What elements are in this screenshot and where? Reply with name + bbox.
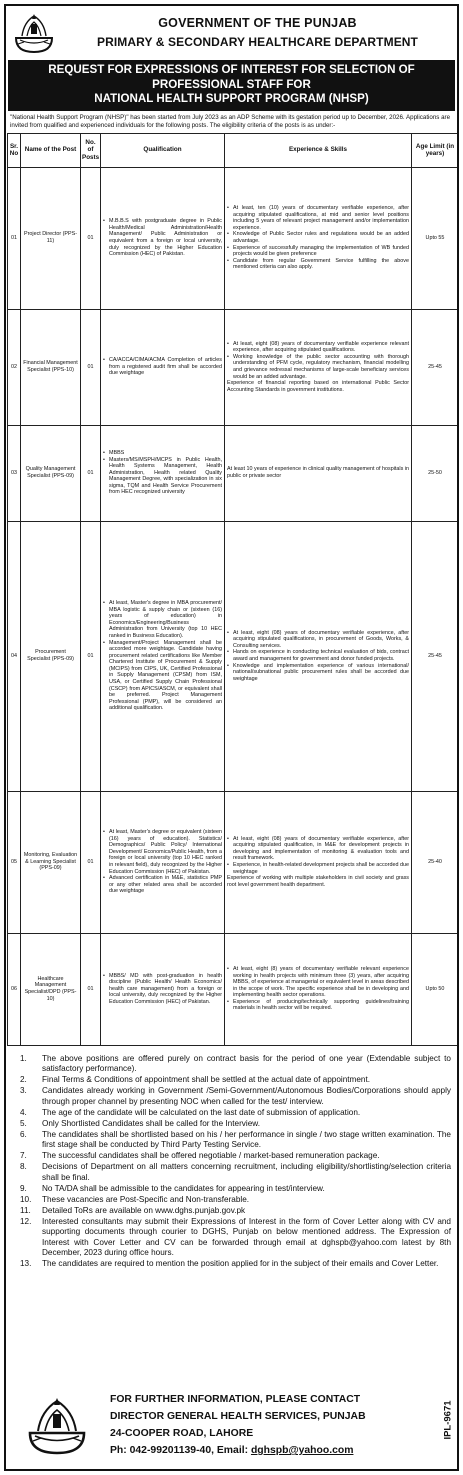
terms-list: [6, 1046, 457, 1271]
cell-post-name: Procurement Specialist (PPS-09): [21, 521, 81, 791]
term-text: The above positions are offered purely on contract basis for the period of one year (Extendable subject to satisfactory performance).: [42, 1053, 451, 1074]
department-title: PRIMARY & SECONDARY HEALTHCARE DEPARTMENT: [96, 35, 418, 49]
term-text: Decisions of Department on all matters concerning recruitment, including eligibility/shortlisting/selection criteria shall be final.: [42, 1162, 451, 1182]
term-number: 2.: [20, 1075, 27, 1085]
term-number: 12.: [20, 1216, 32, 1226]
term-text: The candidates shall be shortlisted based on his / her performance in single / two stage written examination. The first stage shall be conducted by Third Party Testing Service.: [42, 1129, 451, 1150]
list-item: [12, 1195, 451, 1206]
header-age-limit: Age Limit (in years): [412, 133, 459, 167]
qualification-item: • Advanced certification in M&E, statistics PMP or any other related area shall be accorded due weightage: [103, 875, 222, 895]
term-number: 11.: [20, 1205, 31, 1215]
term-number: 10.: [20, 1194, 32, 1204]
cell-post-name: Healthcare Management Specialist/DPD (PPS-10): [21, 933, 81, 1045]
experience-item: • At least, eight (08) years of documentary verifiable experience relevant experience, after acquiring stipulated qualifications.: [227, 341, 409, 354]
experience-item: • At least, ten (10) years of documentary verifiable experience, after acquiring stipulated qualifications, at mid and senior level positions including 5 years of relevant project management and/or implementation experience.: [227, 205, 409, 231]
cell-qualification: [101, 167, 225, 309]
cell-sr: 05: [8, 791, 21, 933]
table-row: [8, 425, 459, 521]
cell-post-name: Monitoring, Evaluation & Learning Specialist (PPS-09): [21, 791, 81, 933]
cell-post-name: Project Director (PPS-11): [21, 167, 81, 309]
term-text: The candidates are required to mention the position applied for in the subject of their emails and Cover Letter.: [42, 1259, 439, 1269]
term-number: 3.: [20, 1086, 27, 1096]
banner-line-3: NATIONAL HEALTH SUPPORT PROGRAM (NHSP): [94, 92, 369, 105]
experience-item: • Knowledge and implementation experience of various international/ national/subnational public procurement rules shall be accorded due weightage: [227, 663, 409, 683]
experience-item: • Working knowledge of the public sector accounting with thorough understanding of PFM cycle, regulatory mechanism, financial modelling and grievance redressal mechanisms of large-scale beneficiary services would be an added advantage.: [227, 354, 409, 380]
list-item: [12, 1184, 451, 1195]
cell-experience: [225, 167, 412, 309]
contact-line-1: FOR FURTHER INFORMATION, PLEASE CONTACT: [110, 1394, 361, 1405]
header-experience: Experience & Skills: [225, 133, 412, 167]
cell-age-limit: Upto 50: [412, 933, 459, 1045]
cell-age-limit: 25-50: [412, 425, 459, 521]
term-number: 1.: [20, 1053, 27, 1063]
list-item: [12, 1162, 451, 1183]
table-row: [8, 167, 459, 309]
punjab-emblem-icon: [12, 10, 56, 54]
term-text: The successful candidates shall be offered negotiable / market-based remuneration package.: [42, 1151, 380, 1161]
term-number: 13.: [20, 1259, 32, 1269]
list-item: [12, 1086, 451, 1107]
cell-experience: [225, 521, 412, 791]
experience-item: • Experience, in health-related development projects shall be accorded due weightage: [227, 862, 409, 875]
cell-age-limit: 25-40: [412, 791, 459, 933]
term-text: Only Shortlisted Candidates shall be called for the Interview.: [42, 1118, 260, 1128]
term-text: These vacancies are Post-Specific and Non-transferable.: [42, 1194, 250, 1204]
cell-qualification: [101, 521, 225, 791]
term-text: The age of the candidate will be calculated on the last date of submission of application.: [42, 1107, 361, 1117]
cell-post-name: Quality Management Specialist (PPS-09): [21, 425, 81, 521]
banner-line-1: REQUEST FOR EXPRESSIONS OF INTEREST FOR SELECTION OF: [48, 63, 415, 76]
list-item: [12, 1130, 451, 1151]
qualification-item: • At least, Master's degree or equivalent (sixteen (16) years of education). Statistics/ Demographics/ Public Policy/ International Development/ Economics/Public Health, from a foreign or local university (top 10 HEC ranked in relevant field), duly recognized by the Higher Education Commission (HEC) of Pakistan.: [103, 829, 222, 875]
cell-qualification: [101, 791, 225, 933]
list-item: [12, 1151, 451, 1162]
list-item: [12, 1259, 451, 1270]
term-number: 5.: [20, 1118, 27, 1128]
qualification-item: • M.B.B.S with postgraduate degree in Public Health/Medical Administration/Health Management/ Public Administration or equivalent from a foreign or local university, duly recognized by the Higher Education Commission (HEC) of Pakistan.: [103, 218, 222, 258]
experience-item: • Experience of successfully managing the implementation of WB funded projects would be given preference: [227, 245, 409, 258]
contact-line-3: 24-COOPER ROAD, LAHORE: [110, 1428, 254, 1439]
qualification-item: • MBBS: [103, 450, 222, 457]
cell-no-of-posts: 01: [81, 521, 101, 791]
list-item: [12, 1119, 451, 1130]
ipl-code-text: IPL-9671: [442, 1400, 454, 1440]
table-header-row: [8, 133, 459, 167]
table-row: [8, 933, 459, 1045]
experience-note: Experience of financial reporting based on international Public Sector Accounting Standards in government institutions.: [227, 380, 409, 393]
cell-experience: [225, 425, 412, 521]
term-number: 4.: [20, 1107, 27, 1117]
contact-line-2: DIRECTOR GENERAL HEALTH SERVICES, PUNJAB: [110, 1411, 366, 1422]
title-banner: [8, 60, 455, 111]
cell-sr: 06: [8, 933, 21, 1045]
table-row: [8, 521, 459, 791]
experience-item: • Candidate from regular Government Service fulfilling the above mentioned criteria can also apply.: [227, 258, 409, 271]
term-number: 7.: [20, 1151, 27, 1161]
punjab-emblem-icon: [26, 1395, 88, 1455]
list-item: [12, 1075, 451, 1086]
table-row: [8, 309, 459, 425]
experience-note: Experience of working with multiple stakeholders in civil society and grass root level government health department.: [227, 875, 409, 888]
term-number: 8.: [20, 1162, 27, 1172]
term-number: 9.: [20, 1183, 27, 1193]
experience-item: • Experience of producing/technically supporting guidelines/training materials in health sector will be required.: [227, 999, 409, 1012]
term-text: Detailed ToRs are available on www.dghs.punjab.gov.pk: [42, 1205, 246, 1215]
list-item: [12, 1108, 451, 1119]
qualification-item: • MBBS/ MD with post-graduation in health discipline (Public Health/ Health Economics/ health care management) from a foreign or local university, duly recognized by the Higher Education Commission (HEC) of Pakistan.: [103, 973, 222, 1006]
cell-no-of-posts: 01: [81, 167, 101, 309]
experience-item: • Hands on experience in conducting technical evaluation of bids, contract award and management for government and donor funded projects.: [227, 649, 409, 662]
cell-qualification: [101, 309, 225, 425]
term-text: Candidates already working in Government /Semi-Government/Autonomous Bodies/Corporations should apply through proper channel by presenting NOC when called for the test/ interview.: [42, 1086, 451, 1106]
cell-post-name: Financial Management Specialist (PPS-10): [21, 309, 81, 425]
header-qualification: Qualification: [101, 133, 225, 167]
cell-age-limit: 25-45: [412, 521, 459, 791]
term-text: Interested consultants may submit their Expressions of Interest in the form of Cover Letter along with CV and supporting documents through courier to DGHS, Punjab on below mentioned address. The Expression of Interest with Cover Letter and CV can be forwarded through email at dghspb@yahoo.com latest by 8th December, 2023 during office hours.: [42, 1216, 451, 1258]
cell-sr: 02: [8, 309, 21, 425]
experience-note: At least 10 years of experience in clinical quality management of hospitals in public or private sector: [227, 466, 409, 479]
header-no-of-posts: No. of Posts: [81, 133, 101, 167]
experience-item: • Knowledge of Public Sector rules and regulations would be an added advantage.: [227, 231, 409, 244]
cell-sr: 04: [8, 521, 21, 791]
term-text: Final Terms & Conditions of appointment shall be settled at the actual date of appointment.: [42, 1075, 370, 1085]
contact-phone: Ph: 042-99201139-40, Email:: [110, 1445, 249, 1456]
cell-experience: [225, 791, 412, 933]
government-title: GOVERNMENT OF THE PUNJAB: [158, 16, 357, 30]
experience-item: • At least, eight (08) years of documentary verifiable experience, after acquiring stipulated qualifications, in procurement of Goods, Works, & Consulting services.: [227, 630, 409, 650]
cell-qualification: [101, 933, 225, 1045]
advertisement-page: [4, 4, 459, 1471]
experience-item: • At least, eight (08) years of documentary verifiable experience, after acquiring stipulated qualification, in M&E for development projects in developing and implementation of monitoring & evaluation tools and result framework.: [227, 836, 409, 862]
banner-line-2: PROFESSIONAL STAFF FOR: [152, 77, 311, 91]
list-item: [12, 1206, 451, 1217]
cell-no-of-posts: 01: [81, 309, 101, 425]
header-sr-no: Sr. No: [8, 133, 21, 167]
ipl-code: [441, 1377, 455, 1463]
cell-no-of-posts: 01: [81, 933, 101, 1045]
header-post-name: Name of the Post: [21, 133, 81, 167]
cell-experience: [225, 309, 412, 425]
list-item: [12, 1217, 451, 1259]
contact-line-4: [110, 1442, 422, 1459]
cell-sr: 03: [8, 425, 21, 521]
cell-age-limit: 25-45: [412, 309, 459, 425]
qualification-item: • CA/ACCA/CIMA/ACMA Completion of articles from a registered audit firm shall be accorded due weightage: [103, 357, 222, 377]
qualification-item: • At least, Master's degree in MBA procurement/ MBA logistic & supply chain or (sixteen (16) years of education) in Economics/Engineering/Business Administration from University (top 10 HEC ranked in Business Education).: [103, 600, 222, 640]
cell-sr: 01: [8, 167, 21, 309]
term-text: No TA/DA shall be admissible to the candidates for appearing in test/interview.: [42, 1183, 325, 1193]
cell-qualification: [101, 425, 225, 521]
list-item: [12, 1054, 451, 1075]
cell-no-of-posts: 01: [81, 791, 101, 933]
qualification-item: • Masters/MS/MSPH/MCPS in Public Health, Health Systems Management, Health Administration, Health related Quality Management Degree, with specialization in six sigma, TQM and Health Service Procurement from HEC recognized university: [103, 457, 222, 497]
cell-no-of-posts: 01: [81, 425, 101, 521]
cell-experience: [225, 933, 412, 1045]
term-number: 6.: [20, 1129, 27, 1139]
intro-text: "National Health Support Program (NHSP)" has been started from July 2023 as an ADP Scheme with its gestation period up to December, 2026. Applications are invited from qualified and experienced individuals for the following posts. The eligibility criteria of the posts is as under:-: [10, 113, 451, 129]
footer-contact: [6, 1383, 457, 1469]
posts-table: [7, 133, 459, 1046]
header: [6, 6, 457, 60]
experience-item: • At least, eight (8) years of documentary verifiable relevant experience working in health projects with minimum three (3) years, after acquiring MBBS, of experience at managerial or equivalent level in areas described in the scope of work. The specific experience shall be in developing and implementing health sector operations.: [227, 966, 409, 999]
contact-block: [110, 1391, 422, 1459]
table-row: [8, 791, 459, 933]
qualification-item: • Management/Project Management shall be accorded more weightage. Candidate having procurement related certifications like Member Chartered Institute of Procurement & Supply (MCIPS) from CIPS, UK, Certified Professional in Supply Management (CPSM) from ISM, USA, or Certified Supply Chain Professional (CSCP) from APICS/ASCM, or equivalent shall be preferred. Project Management Professional (PMP), will be considered an additional qualification.: [103, 640, 222, 713]
contact-email-link[interactable]: dghspb@yahoo.com: [250, 1445, 354, 1456]
cell-age-limit: Upto 55: [412, 167, 459, 309]
